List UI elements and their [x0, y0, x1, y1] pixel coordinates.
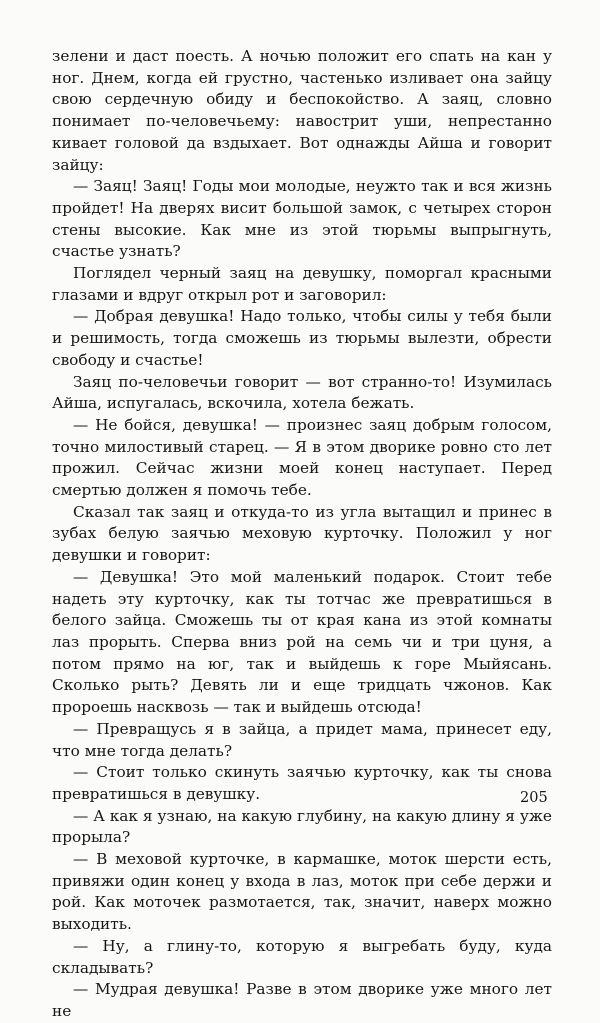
paragraph-dialogue: — Девушка! Это мой маленький подарок. Стоит тебе надеть эту курточку, как ты тотчас же превратишься в белого зайца. Сможешь ты от края кана из этой комнаты лаз прорыть. Сперва вниз рой на семь чи и три цуня, а потом прямо на юг, так и выйдешь к горе Мыйясань. Сколько рыть? Девять ли и еще тридцать чжонов. Как пророешь насквозь — так и выйдешь отсюда!	[52, 567, 552, 717]
paragraph-narration: Сказал так заяц и откуда-то из угла вытащил и принес в зубах белую заячью меховую курточку. Положил у ног девушки и говорит:	[52, 502, 552, 565]
paragraph-dialogue: — Ну, а глину-то, которую я выгребать буду, куда складывать?	[52, 936, 552, 977]
paragraph-dialogue: — Стоит только скинуть заячью курточку, как ты снова превратишься в девушку.	[52, 763, 552, 803]
paragraph-dialogue: — В меховой курточке, в кармашке, моток шерсти есть, привяжи один конец у входа в лаз, моток при себе держи и рой. Как моточек размотается, так, значит, наверх можно выходить.	[52, 850, 552, 934]
paragraph-narration: Поглядел черный заяц на девушку, поморгал красными глазами и вдруг открыл рот и заговорил:	[52, 264, 552, 304]
paragraph-dialogue: — Превращусь я в зайца, а придет мама, принесет еду, что мне тогда делать?	[52, 719, 552, 760]
paragraph-dialogue: — Не бойся, девушка! — произнес заяц добрым голосом, точно милостивый старец. — Я в этом дворике ровно сто лет прожил. Сейчас жизни моей конец наступает. Перед смертью должен я помочь тебе.	[52, 415, 552, 500]
page-number: 205	[520, 790, 548, 806]
page-body	[52, 46, 552, 1023]
paragraph-dialogue: — Заяц! Заяц! Годы мои молодые, неужто так и вся жизнь пройдет! На дверях висит большой замок, с четырех сторон стены высокие. Как мне из этой тюрьмы выпрыгнуть, счастье узнать?	[52, 177, 552, 261]
paragraph-dialogue: — Добрая девушка! Надо только, чтобы силы у тебя были и решимость, тогда сможешь из тюрьмы вылезти, обрести свободу и счастье!	[52, 307, 552, 369]
paragraph-narration: Заяц по-человечьи говорит — вот странно-то! Изумилась Айша, испугалась, вскочила, хотела бежать.	[52, 372, 552, 413]
paragraph-dialogue: — А как я узнаю, на какую глубину, на какую длину я уже прорыла?	[52, 806, 552, 847]
paragraph-continuation: зелени и даст поесть. А ночью положит его спать на кан у ног. Днем, когда ей грустно, частенько изливает она зайцу свою сердечную обиду и беспокойство. А заяц, словно понимает по-человечьему: навострит уши, непрестанно кивает головой да вздыхает. Вот однажды Айша и говорит зайцу:	[52, 47, 552, 174]
paragraph-dialogue: — Мудрая девушка! Разве в этом дворике уже много лет не	[52, 980, 552, 1020]
